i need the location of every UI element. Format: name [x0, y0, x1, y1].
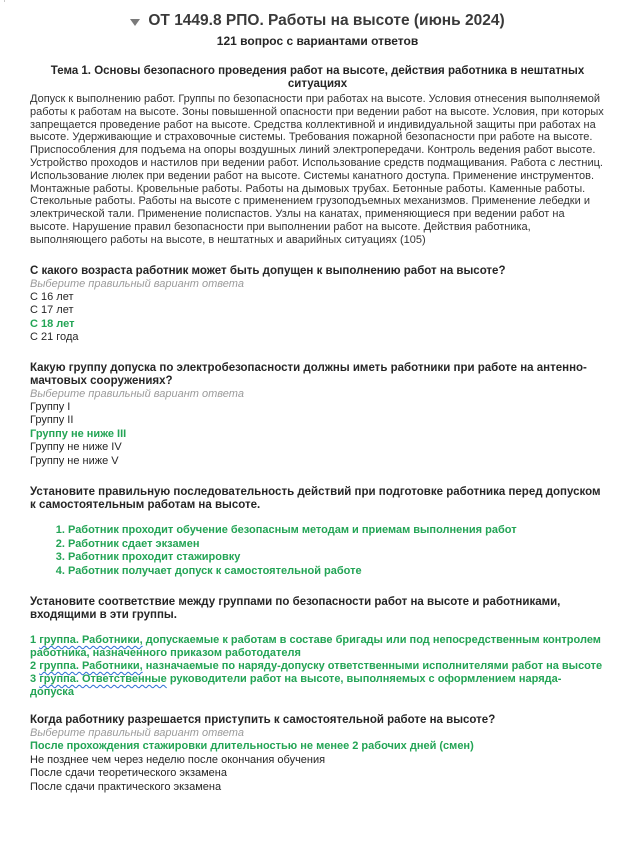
- match-text: допускаемые к работам в составе бригады или под непосредственным контролем работника, назначенного приказом работодателя: [30, 634, 601, 660]
- answer-option[interactable]: Группу II: [30, 414, 74, 427]
- match-key: группа. Работники,: [39, 634, 143, 647]
- question-block: [30, 714, 605, 794]
- match-text: руководители работ на высоте, выполняемых с оформлением наряда-допуска: [30, 673, 562, 699]
- match-item[interactable]: [30, 634, 605, 660]
- page-corner-marker: [4, 0, 13, 2]
- match-item[interactable]: [30, 673, 605, 699]
- match-item[interactable]: [30, 660, 605, 673]
- match-number: 2: [30, 660, 37, 673]
- topic-description: Допуск к выполнению работ. Группы по безопасности при работах на высоте. Условия отнесения выполняемой работы к работам на высоте. Зоны повышенной опасности при ведении работ на высоте. Условия, при которых запрещается проведение работ на высоте. Средства коллективной и индивидуальной защиты при работах на высоте. Удерживающие и страховочные системы. Требования пожарной безопасности при работе на высоте. Приспособления для подъема на опоры воздушных линий электропередачи. Контроль ведения работ высоте. Устройство проходов и настилов при ведении работ. Использование средств подмащивания. Работа с лестниц. Использование люлек при ведении работ на высоте. Системы канатного доступа. Применение инструментов. Монтажные работы. Кровельные работы. Работы на дымовых трубах. Бетонные работы. Каменные работы. Стекольные работы. Работы на высоте с применением грузоподъемных механизмов. Применение лебедки и электрической тали. Применение полиспастов. Узлы на канатах, применяющиеся при ведении работ на высоте. Нарушение правил безопасности при выполнении работ на высоте. Действия работника, выполняющего работы на высоте, в нештатных и аварийных ситуациях (105): [30, 93, 604, 246]
- answer-hint: Выберите правильный вариант ответа: [30, 277, 244, 290]
- answer-option-correct[interactable]: С 18 лет: [30, 317, 75, 330]
- question-text: Установите соответствие между группами по безопасности работ на высоте и работниками, входящими в эти группы.: [30, 596, 561, 622]
- question-text: Какую группу допуска по электробезопасности должны иметь работники при работе на антенно-мачтовых сооружениях?: [30, 361, 587, 387]
- sequence-list: [30, 524, 605, 578]
- question-block: [30, 486, 605, 578]
- question-text: Когда работнику разрешается приступить к самостоятельной работе на высоте?: [30, 714, 496, 727]
- answer-option[interactable]: Группу не ниже V: [30, 454, 119, 467]
- answer-option[interactable]: С 21 года: [30, 331, 79, 344]
- answer-option-correct[interactable]: После прохождения стажировки длительностью не менее 2 рабочих дней (смен): [30, 740, 474, 753]
- answer-option[interactable]: После сдачи практического экзамена: [30, 780, 222, 793]
- question-block: [30, 265, 605, 345]
- answer-option[interactable]: С 16 лет: [30, 290, 74, 303]
- topic-title: Тема 1. Основы безопасного проведения работ на высоте, действия работника в нештатных ситуациях: [50, 65, 585, 90]
- match-number: 1: [30, 634, 37, 647]
- question-block: [30, 362, 605, 469]
- answer-option[interactable]: Группу I: [30, 400, 71, 413]
- document-subtitle: 121 вопрос с вариантами ответов: [216, 34, 419, 48]
- sequence-step[interactable]: 4. Работник получает допуск к самостоятельной работе: [68, 565, 605, 579]
- question-block: [30, 596, 605, 699]
- match-key: группа. Ответственные: [39, 673, 167, 686]
- question-text: Установите правильную последовательность действий при подготовке работника перед допуском к самостоятельным работам на высоте.: [30, 486, 601, 512]
- match-key: группа. Работники,: [39, 660, 143, 673]
- match-text: назначаемые по наряду-допуску ответственными исполнителями работ на высоте: [142, 660, 603, 673]
- answer-hint: Выберите правильный вариант ответа: [30, 727, 244, 740]
- match-number: 3: [30, 673, 37, 686]
- match-list: [30, 634, 605, 699]
- answer-option[interactable]: С 17 лет: [30, 304, 74, 317]
- sequence-step[interactable]: 3. Работник проходит стажировку: [68, 551, 605, 565]
- document-page: [30, 0, 605, 794]
- document-header: [30, 12, 605, 30]
- answer-option[interactable]: Группу не ниже IV: [30, 441, 122, 454]
- answer-hint: Выберите правильный вариант ответа: [30, 387, 244, 400]
- document-title: ОТ 1449.8 РПО. Работы на высоте (июнь 2024): [148, 12, 505, 29]
- collapse-triangle-icon[interactable]: [130, 19, 140, 26]
- answer-option-correct[interactable]: Группу не ниже III: [30, 427, 127, 440]
- sequence-step[interactable]: 2. Работник сдает экзамен: [68, 538, 605, 552]
- question-text: С какого возраста работник может быть допущен к выполнению работ на высоте?: [30, 264, 506, 277]
- sequence-step[interactable]: 1. Работник проходит обучение безопасным методам и приемам выполнения работ: [68, 524, 605, 538]
- answer-option[interactable]: Не позднее чем через неделю после окончания обучения: [30, 753, 326, 766]
- answer-option[interactable]: После сдачи теоретического экзамена: [30, 767, 227, 780]
